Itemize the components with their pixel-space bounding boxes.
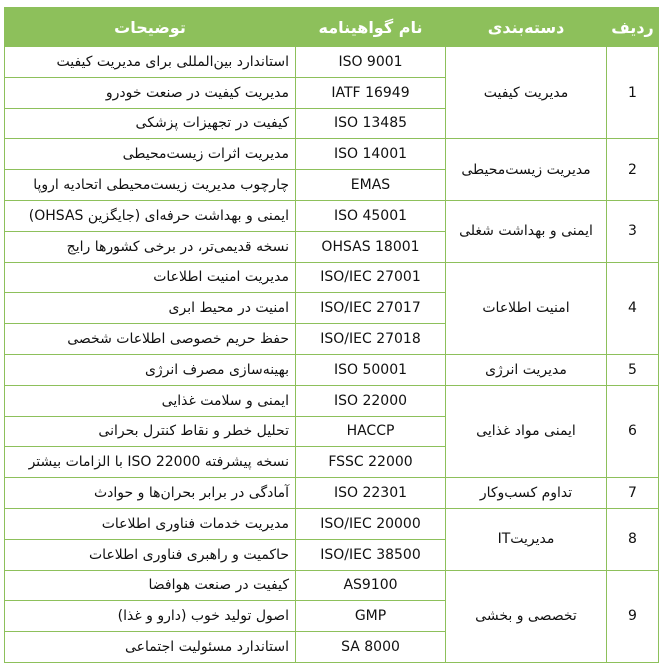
category-cell: مدیریتIT (446, 508, 607, 570)
description-cell: امنیت در محیط ابری (5, 293, 296, 324)
cert-name-cell: ISO 45001 (296, 200, 446, 231)
cert-name-cell: GMP (296, 601, 446, 632)
cert-name-cell: ISO/IEC 27001 (296, 262, 446, 293)
cert-name-cell: ISO 50001 (296, 354, 446, 385)
row-index: 1 (607, 47, 659, 139)
description-cell: مدیریت خدمات فناوری اطلاعات (5, 508, 296, 539)
description-cell: آمادگی در برابر بحران‌ها و حوادث (5, 478, 296, 509)
row-index: 2 (607, 139, 659, 201)
row-index: 7 (607, 478, 659, 509)
row-index: 6 (607, 385, 659, 477)
table-row (5, 570, 659, 601)
category-cell: مدیریت زیست‌محیطی (446, 139, 607, 201)
cert-name-cell: ISO/IEC 20000 (296, 508, 446, 539)
table-row (5, 139, 659, 170)
cert-name-cell: OHSAS 18001 (296, 231, 446, 262)
category-cell: امنیت اطلاعات (446, 262, 607, 354)
table-row (5, 354, 659, 385)
description-cell: استاندارد مسئولیت اجتماعی (5, 632, 296, 663)
description-cell: نسخه قدیمی‌تر، در برخی کشورها رایج (5, 231, 296, 262)
category-cell: تخصصی و بخشی (446, 570, 607, 662)
category-cell: ایمنی و بهداشت شغلی (446, 200, 607, 262)
header-category: دسته‌بندی (446, 8, 607, 47)
category-cell: مدیریت کیفیت (446, 47, 607, 139)
description-cell: مدیریت کیفیت در صنعت خودرو (5, 77, 296, 108)
table-row (5, 200, 659, 231)
description-cell: چارچوب مدیریت زیست‌محیطی اتحادیه اروپا (5, 170, 296, 201)
description-cell: اصول تولید خوب (دارو و غذا) (5, 601, 296, 632)
description-cell: نسخه پیشرفته ISO 22000 با الزامات بیشتر (5, 447, 296, 478)
cert-name-cell: ISO 13485 (296, 108, 446, 139)
table-row (5, 478, 659, 509)
row-index: 4 (607, 262, 659, 354)
description-cell: ایمنی و بهداشت حرفه‌ای (جایگزین OHSAS) (5, 200, 296, 231)
table-row (5, 262, 659, 293)
row-index: 9 (607, 570, 659, 662)
table-body (5, 47, 659, 663)
cert-name-cell: FSSC 22000 (296, 447, 446, 478)
description-cell: کیفیت در تجهیزات پزشکی (5, 108, 296, 139)
description-cell: مدیریت امنیت اطلاعات (5, 262, 296, 293)
row-index: 5 (607, 354, 659, 385)
category-cell: تداوم کسب‌وکار (446, 478, 607, 509)
cert-name-cell: SA 8000 (296, 632, 446, 663)
description-cell: حفظ حریم خصوصی اطلاعات شخصی (5, 324, 296, 355)
certification-table (4, 7, 659, 663)
description-cell: تحلیل خطر و نقاط کنترل بحرانی (5, 416, 296, 447)
table-row (5, 385, 659, 416)
cert-name-cell: IATF 16949 (296, 77, 446, 108)
table-row (5, 508, 659, 539)
header-description: توضیحات (5, 8, 296, 47)
description-cell: کیفیت در صنعت هوافضا (5, 570, 296, 601)
cert-name-cell: ISO 9001 (296, 47, 446, 78)
cert-name-cell: ISO 14001 (296, 139, 446, 170)
description-cell: حاکمیت و راهبری فناوری اطلاعات (5, 539, 296, 570)
cert-name-cell: ISO 22301 (296, 478, 446, 509)
category-cell: مدیریت انرژی (446, 354, 607, 385)
cert-name-cell: ISO/IEC 27018 (296, 324, 446, 355)
row-index: 3 (607, 200, 659, 262)
cert-name-cell: EMAS (296, 170, 446, 201)
cert-name-cell: ISO/IEC 38500 (296, 539, 446, 570)
cert-name-cell: HACCP (296, 416, 446, 447)
cert-name-cell: ISO/IEC 27017 (296, 293, 446, 324)
header-cert-name: نام گواهینامه (296, 8, 446, 47)
description-cell: بهینه‌سازی مصرف انرژی (5, 354, 296, 385)
description-cell: ایمنی و سلامت غذایی (5, 385, 296, 416)
cert-name-cell: AS9100 (296, 570, 446, 601)
cert-name-cell: ISO 22000 (296, 385, 446, 416)
row-index: 8 (607, 508, 659, 570)
category-cell: ایمنی مواد غذایی (446, 385, 607, 477)
description-cell: استاندارد بین‌المللی برای مدیریت کیفیت (5, 47, 296, 78)
description-cell: مدیریت اثرات زیست‌محیطی (5, 139, 296, 170)
header-idx: ردیف (607, 8, 659, 47)
table-row (5, 47, 659, 78)
header-row (5, 8, 659, 47)
